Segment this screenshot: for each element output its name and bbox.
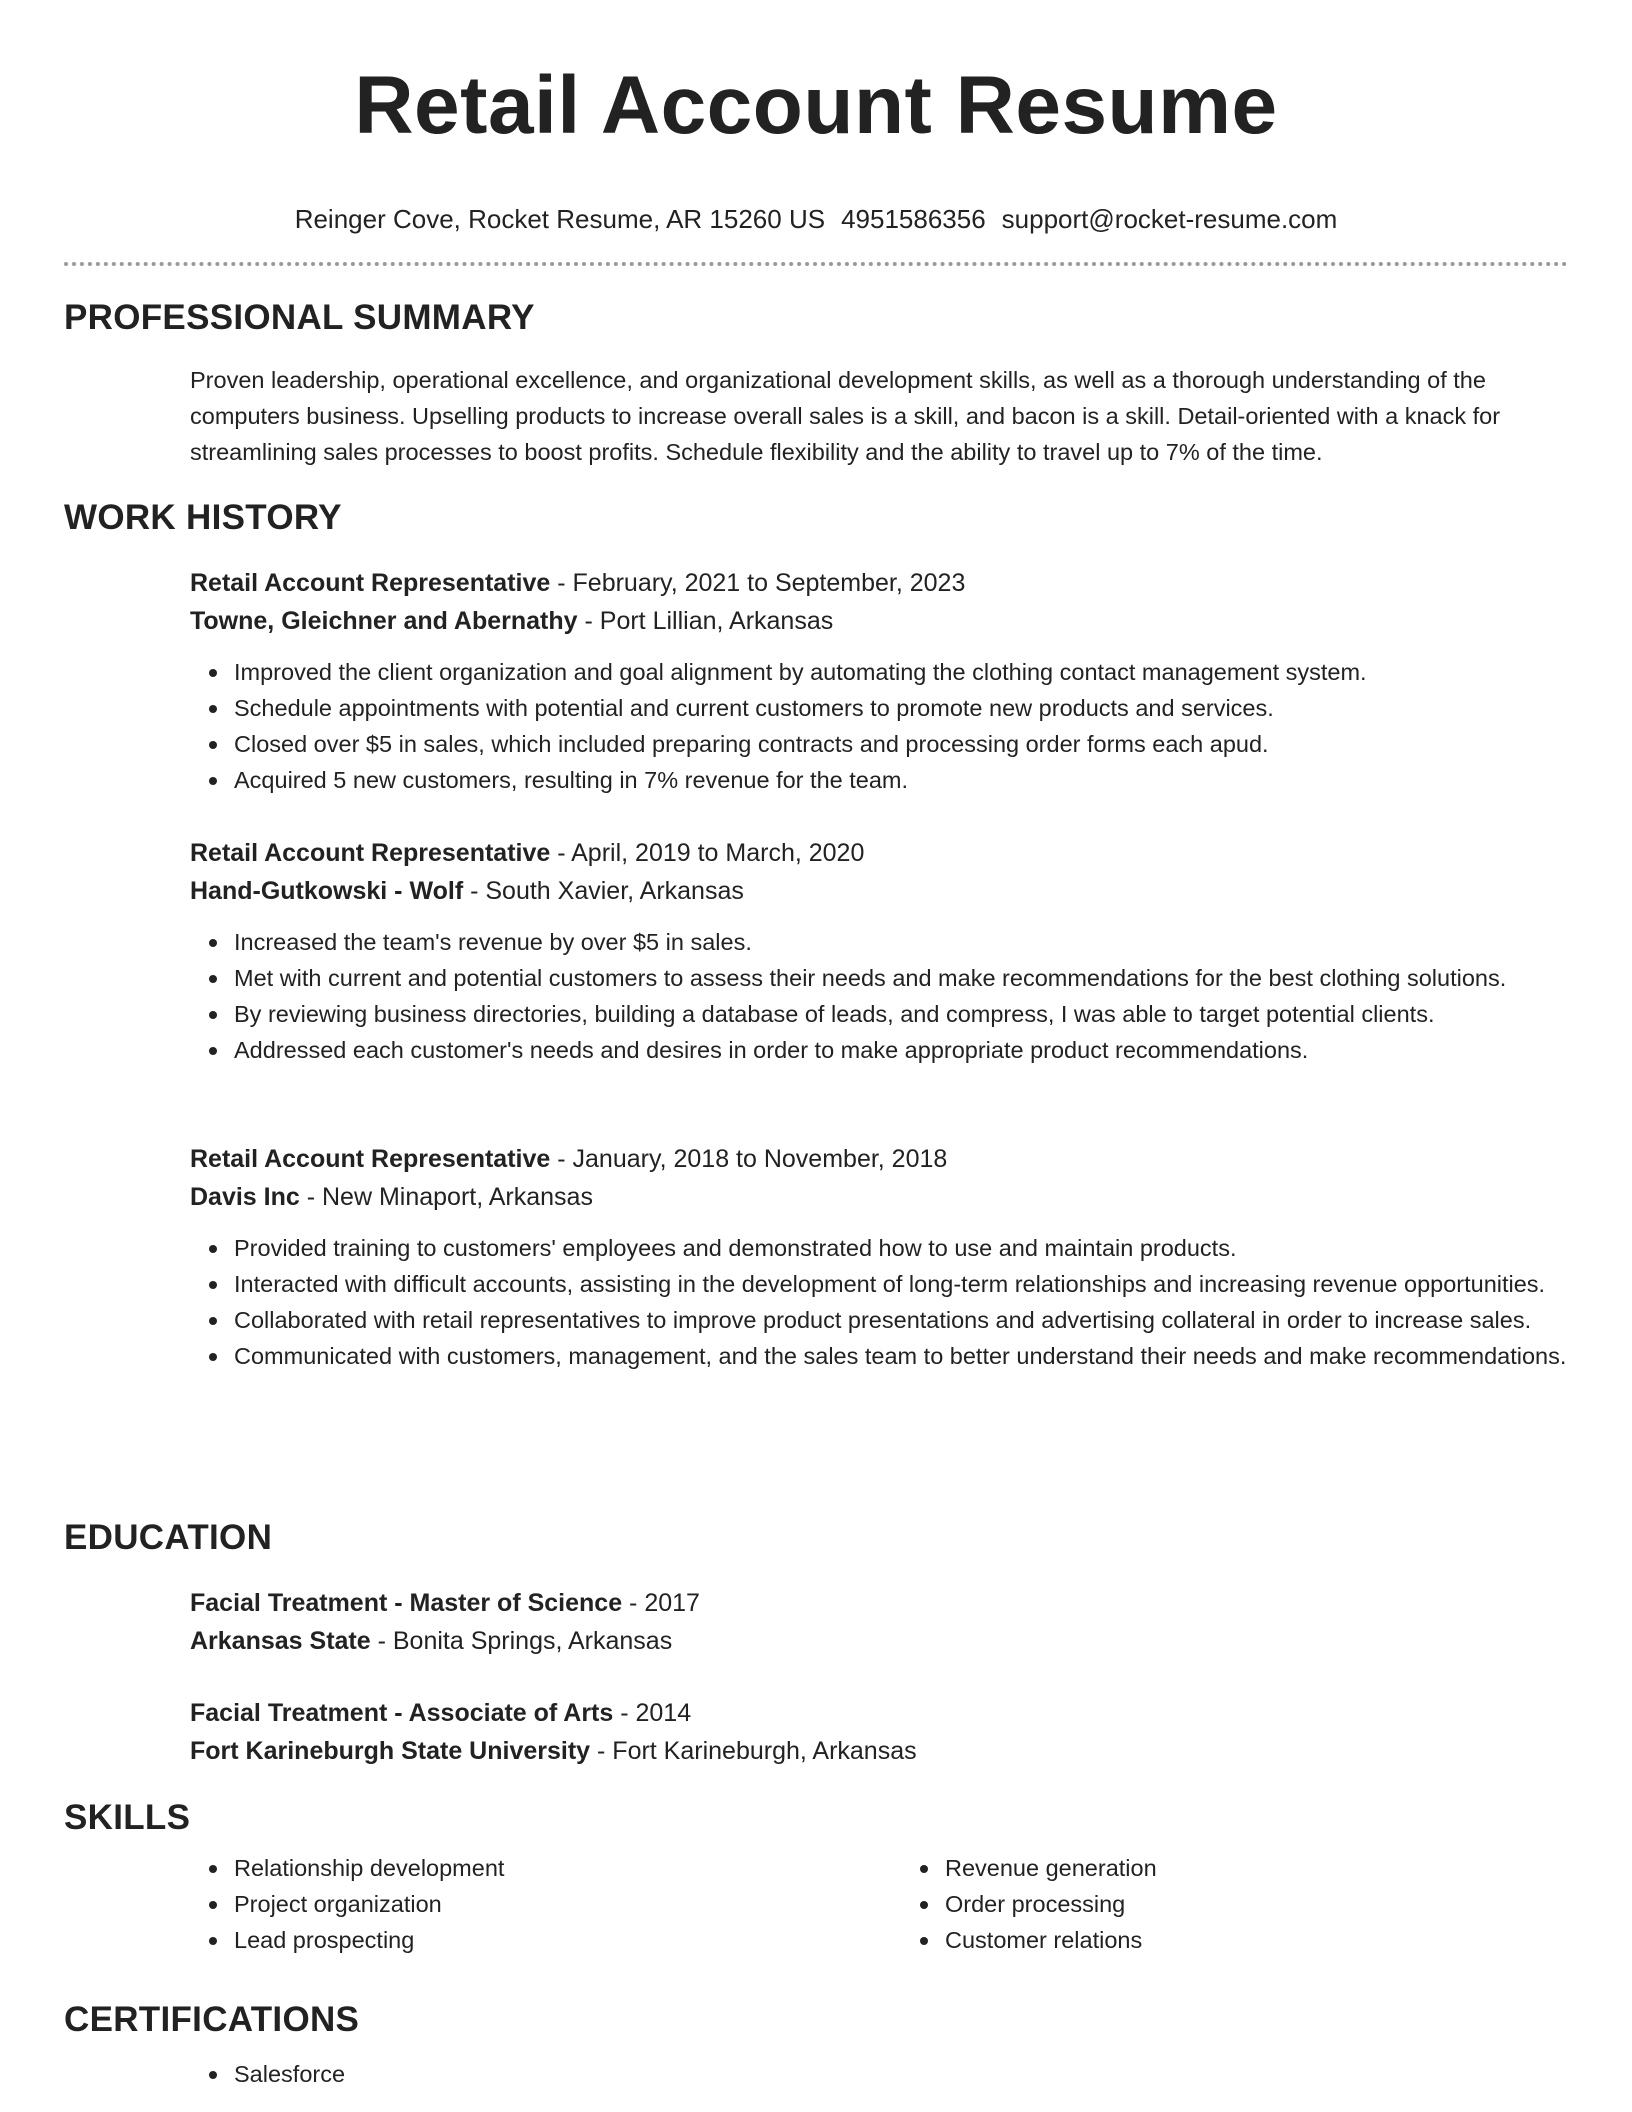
job-bullet: Closed over $5 in sales, which included preparing contracts and processing order forms each apud.: [234, 726, 1584, 762]
job-bullet: Acquired 5 new customers, resulting in 7% revenue for the team.: [234, 762, 1584, 798]
contact-phone: 4951586356: [841, 204, 986, 234]
job-bullet: Addressed each customer's needs and desires in order to make appropriate product recommendations.: [234, 1032, 1584, 1068]
education-school-line: [190, 1732, 917, 1770]
job-company: Davis Inc: [190, 1183, 300, 1211]
certification-item: Salesforce: [234, 2056, 1584, 2092]
skills-heading: SKILLS: [64, 1798, 191, 1837]
job-role: Retail Account Representative: [190, 569, 551, 597]
job-bullet: Interacted with difficult accounts, assisting in the development of long-term relationships and increasing revenue opportunities.: [234, 1266, 1584, 1302]
certifications-list: [190, 2056, 1584, 2092]
skill-item: Lead prospecting: [234, 1922, 857, 1958]
education-heading: EDUCATION: [64, 1518, 273, 1557]
job-bullet: Collaborated with retail representatives to improve product presentations and advertising collateral in order to increase sales.: [234, 1302, 1584, 1338]
education-location: - Bonita Springs, Arkansas: [370, 1627, 673, 1655]
job-title-line: [190, 1140, 1584, 1178]
contact-line: [64, 202, 1568, 236]
resume-page: [64, 0, 1568, 2087]
header-divider: [64, 262, 1568, 266]
job-company: Towne, Gleichner and Abernathy: [190, 607, 578, 635]
education-school: Arkansas State: [190, 1627, 371, 1655]
job-dates: - January, 2018 to November, 2018: [550, 1145, 948, 1173]
job-company-line: [190, 1178, 1584, 1216]
education-degree-line: [190, 1584, 700, 1622]
work-history-heading: WORK HISTORY: [64, 498, 342, 537]
skill-item: Revenue generation: [945, 1850, 1568, 1886]
skill-item: Customer relations: [945, 1922, 1568, 1958]
job-dates: - April, 2019 to March, 2020: [550, 839, 865, 867]
job-location: - New Minaport, Arkansas: [299, 1183, 593, 1211]
skills-section: [64, 1796, 1568, 1958]
contact-address: Reinger Cove, Rocket Resume, AR 15260 US: [294, 204, 826, 234]
skill-item: Project organization: [234, 1886, 857, 1922]
skill-item: Relationship development: [234, 1850, 857, 1886]
job-bullet: Communicated with customers, management, and the sales team to better understand their needs and make recommendations.: [234, 1338, 1584, 1374]
skills-list-right: [901, 1850, 1568, 1958]
job-bullet: Met with current and potential customers to assess their needs and make recommendations for the best clothing solutions.: [234, 960, 1584, 996]
education-degree: Facial Treatment - Master of Science: [190, 1589, 623, 1617]
job-bullet: Provided training to customers' employees and demonstrated how to use and maintain products.: [234, 1230, 1584, 1266]
education-degree: Facial Treatment - Associate of Arts: [190, 1699, 614, 1727]
summary-heading: PROFESSIONAL SUMMARY: [64, 298, 535, 337]
education-year: - 2014: [613, 1699, 692, 1727]
job-entry: [190, 564, 1584, 798]
education-location: - Fort Karineburgh, Arkansas: [590, 1737, 917, 1765]
education-section: [64, 1516, 1568, 1765]
certifications-section: [64, 1998, 1568, 2092]
job-entry: [190, 1140, 1584, 1374]
education-school-line: [190, 1622, 700, 1660]
job-location: - Port Lillian, Arkansas: [577, 607, 834, 635]
certifications-heading: CERTIFICATIONS: [64, 2000, 360, 2039]
job-bullet: Schedule appointments with potential and current customers to promote new products and services.: [234, 690, 1584, 726]
job-role: Retail Account Representative: [190, 839, 551, 867]
skills-list-left: [190, 1850, 857, 1958]
education-entry: [190, 1694, 917, 1770]
education-entry: [190, 1584, 700, 1660]
job-bullets: [190, 654, 1584, 798]
summary-section: [64, 296, 1568, 470]
job-entry: [190, 834, 1584, 1068]
job-title-line: [190, 564, 1584, 602]
education-year: - 2017: [622, 1589, 700, 1617]
job-company: Hand-Gutkowski - Wolf: [190, 877, 464, 905]
summary-text: Proven leadership, operational excellence, and organizational development skills, as well as a thorough understanding of the computers business. Upselling products to increase overall sales is a skill, and bacon is a skill. Detail-oriented with a knack for streamlining sales processes to boost profits. Schedule flexibility and the ability to travel up to 7% of the time.: [190, 367, 1501, 465]
resume-title: Retail Account Resume: [354, 60, 1278, 151]
job-bullets: [190, 924, 1584, 1068]
work-history-section: [64, 496, 1568, 1369]
job-company-line: [190, 602, 1584, 640]
job-location: - South Xavier, Arkansas: [463, 877, 744, 905]
job-title-line: [190, 834, 1584, 872]
skills-columns: [190, 1850, 1568, 1958]
job-company-line: [190, 872, 1584, 910]
job-bullet: Increased the team's revenue by over $5 in sales.: [234, 924, 1584, 960]
contact-email[interactable]: support@rocket-resume.com: [1001, 204, 1338, 234]
job-bullet: Improved the client organization and goal alignment by automating the clothing contact management system.: [234, 654, 1584, 690]
skill-item: Order processing: [945, 1886, 1568, 1922]
certifications-body: [190, 2056, 1568, 2092]
job-dates: - February, 2021 to September, 2023: [550, 569, 966, 597]
education-degree-line: [190, 1694, 917, 1732]
job-bullets: [190, 1230, 1584, 1374]
education-school: Fort Karineburgh State University: [190, 1737, 591, 1765]
job-bullet: By reviewing business directories, building a database of leads, and compress, I was able to target potential clients.: [234, 996, 1584, 1032]
job-role: Retail Account Representative: [190, 1145, 551, 1173]
